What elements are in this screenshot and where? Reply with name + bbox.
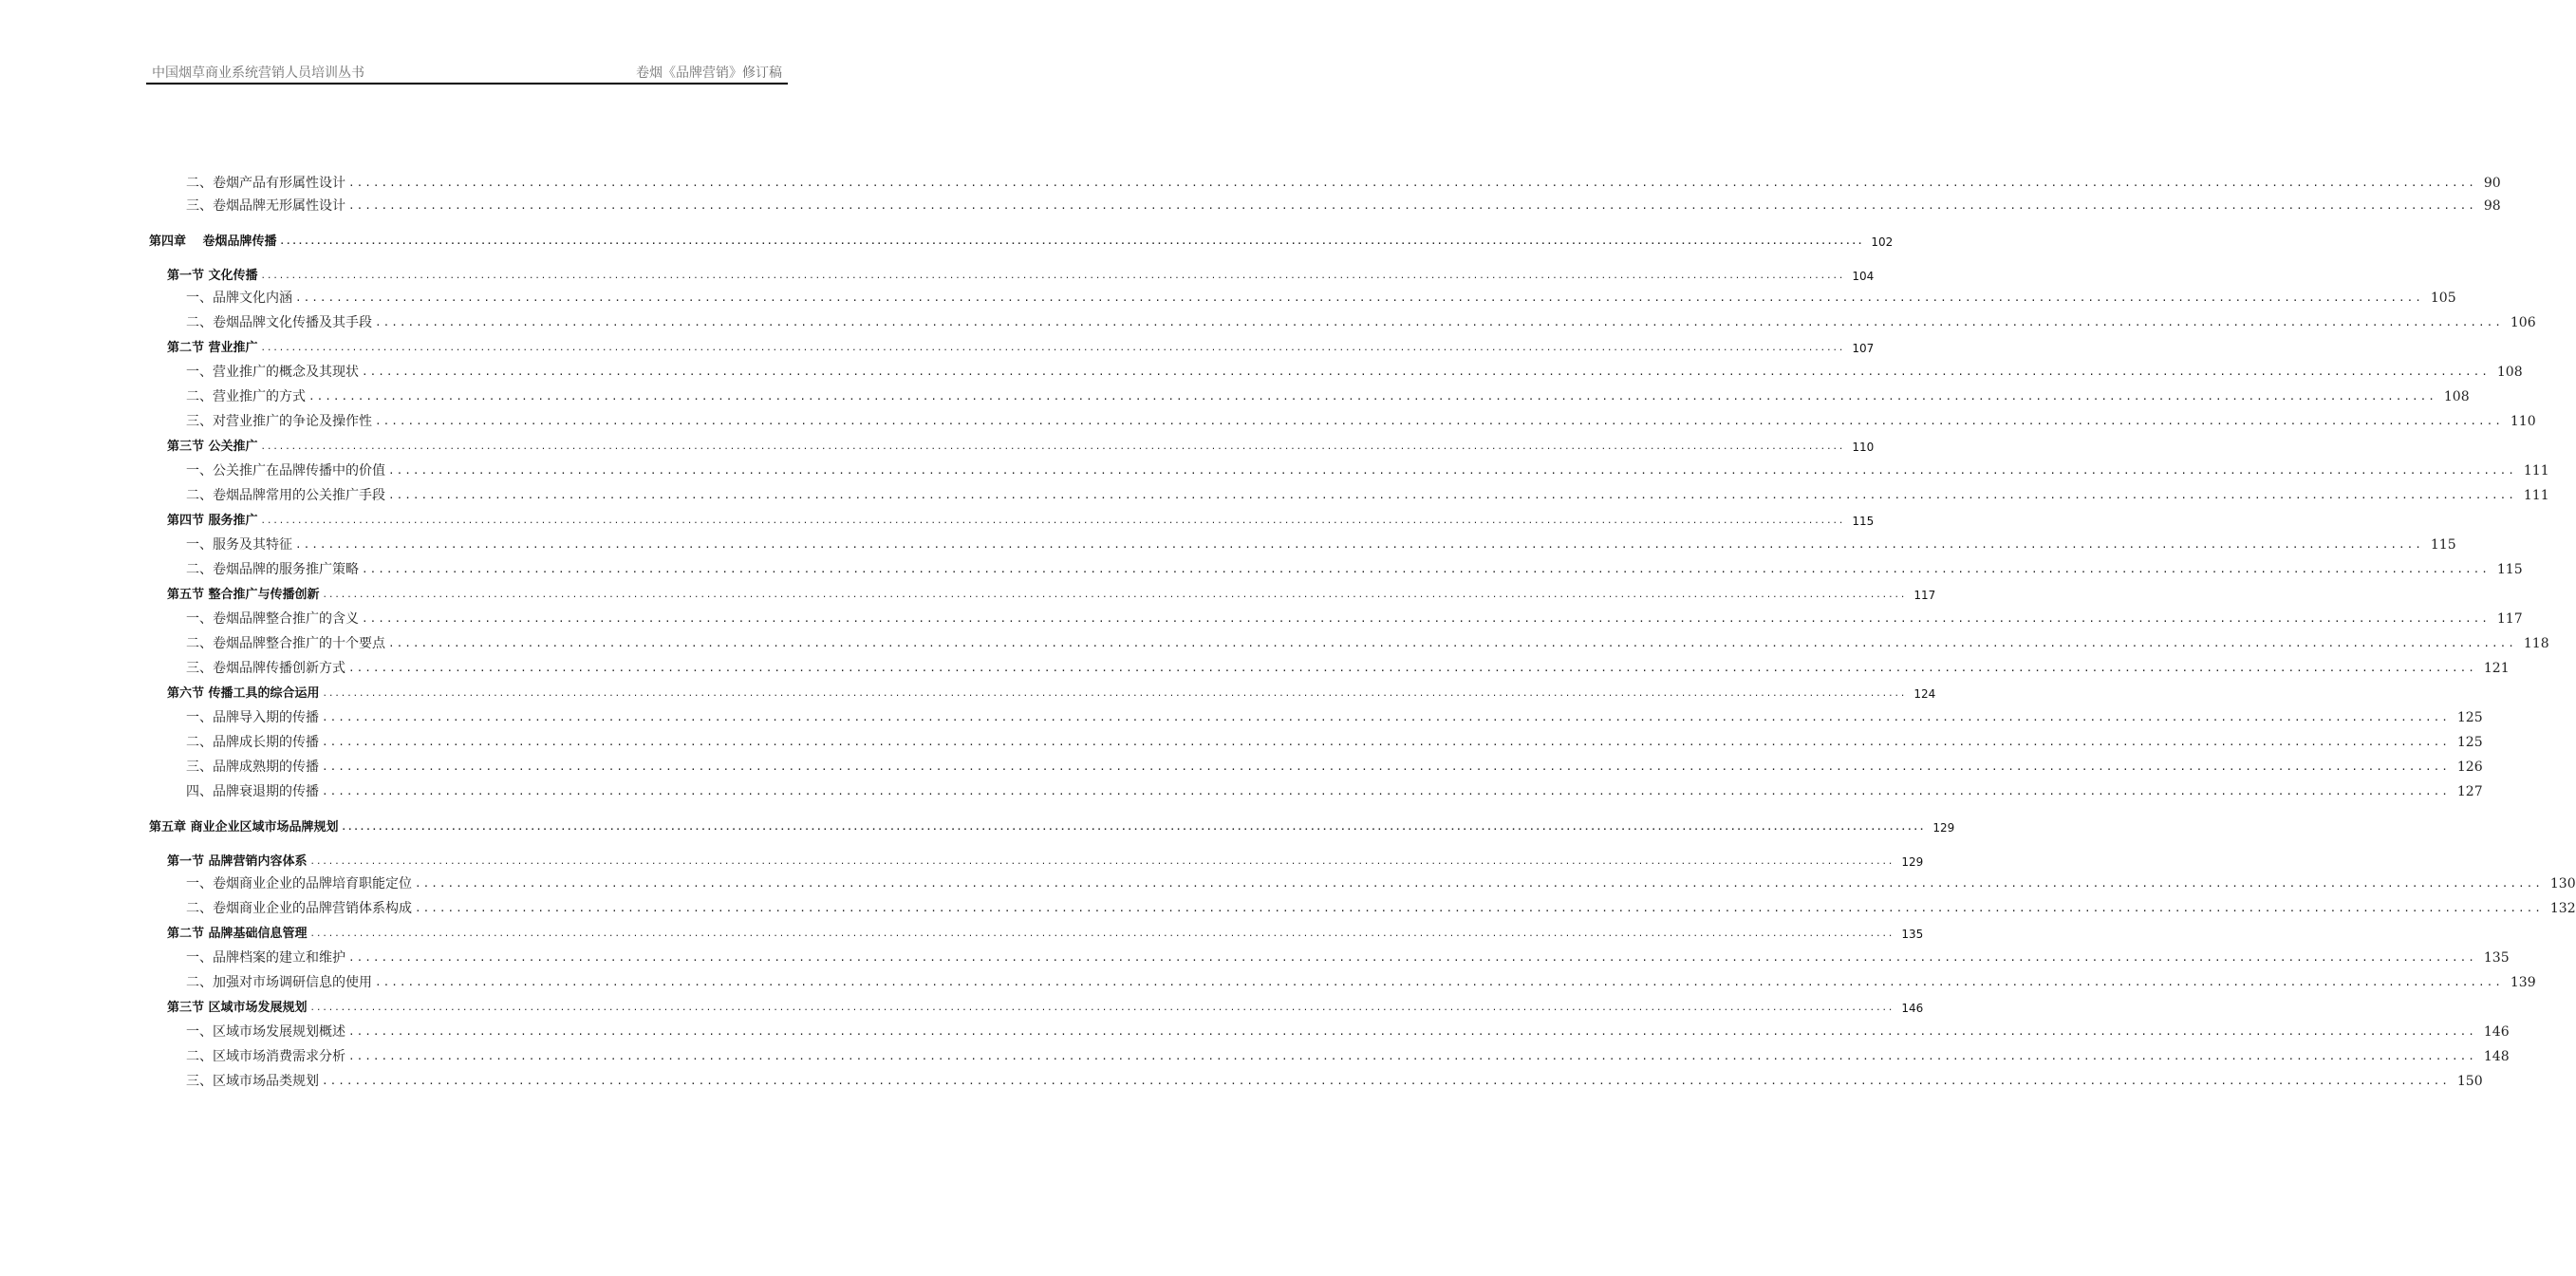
- toc-page-number: 102: [1871, 235, 1894, 249]
- toc-entry-title: 第四章 卷烟品牌传播: [149, 235, 277, 249]
- toc-entry-title: 一、公关推广在品牌传播中的价值: [186, 463, 385, 478]
- dot-leader: ....................................................................................................................................................................................................................................................................: [322, 591, 1907, 600]
- toc-item-entry[interactable]: [186, 899, 2576, 918]
- dot-leader: ....................................................................................................................................................................................................................................................................: [295, 291, 2423, 304]
- toc-entry-title: 二、营业推广的方式: [186, 389, 306, 404]
- toc-section-entry[interactable]: [167, 999, 1924, 1018]
- toc-entry-title: 第一节 文化传播: [167, 269, 258, 283]
- toc-page-number: 146: [1901, 1002, 1924, 1015]
- toc-page-number: 104: [1852, 270, 1875, 283]
- toc-entry-title: 二、品牌成长期的传播: [186, 735, 319, 750]
- toc-entry-title: 三、卷烟品牌无形属性设计: [186, 198, 345, 214]
- toc-entry-title: 二、卷烟品牌整合推广的十个要点: [186, 636, 385, 651]
- toc-chapter-entry[interactable]: [149, 818, 1955, 837]
- toc-page-number: 111: [2523, 463, 2549, 478]
- dot-leader: ....................................................................................................................................................................................................................................................................: [308, 390, 2436, 403]
- dot-leader: ....................................................................................................................................................................................................................................................................: [375, 976, 2503, 988]
- toc-page-number: 108: [2496, 365, 2523, 380]
- toc-page-number: 115: [1852, 515, 1875, 528]
- toc-page-number: 115: [2430, 537, 2456, 553]
- dot-leader: ....................................................................................................................................................................................................................................................................: [375, 316, 2503, 328]
- toc-item-entry[interactable]: [186, 535, 2456, 554]
- toc-entry-title: 四、品牌衰退期的传播: [186, 784, 319, 799]
- dot-leader: ....................................................................................................................................................................................................................................................................: [348, 1025, 2476, 1038]
- dot-leader: ....................................................................................................................................................................................................................................................................: [348, 199, 2476, 212]
- toc-item-entry[interactable]: [186, 313, 2536, 332]
- toc-entry-title: 第五章 商业企业区域市场品牌规划: [149, 820, 339, 835]
- toc-page-number: 127: [2456, 784, 2483, 799]
- toc-page-number: 124: [1913, 687, 1936, 701]
- dot-leader: ....................................................................................................................................................................................................................................................................: [388, 464, 2516, 477]
- toc-section-entry[interactable]: [167, 853, 1924, 872]
- toc-item-entry[interactable]: [186, 733, 2483, 752]
- dot-leader: ....................................................................................................................................................................................................................................................................: [322, 689, 1907, 699]
- toc-entry-title: 二、卷烟品牌文化传播及其手段: [186, 315, 372, 330]
- dot-leader: ....................................................................................................................................................................................................................................................................: [260, 442, 1845, 452]
- dot-leader: ....................................................................................................................................................................................................................................................................: [415, 877, 2543, 890]
- toc-entry-title: 一、服务及其特征: [186, 537, 292, 553]
- dot-leader: ....................................................................................................................................................................................................................................................................: [322, 711, 2450, 723]
- dot-leader: ....................................................................................................................................................................................................................................................................: [322, 1075, 2450, 1087]
- dot-leader: ....................................................................................................................................................................................................................................................................: [309, 929, 1895, 939]
- toc-page-number: 125: [2456, 710, 2483, 725]
- toc-page-number: 118: [2523, 636, 2549, 651]
- toc-page-number: 121: [2483, 661, 2510, 676]
- toc-item-entry[interactable]: [186, 1047, 2510, 1066]
- running-header-series-title: 中国烟草商业系统营销人员培训丛书: [152, 66, 364, 81]
- toc-item-entry[interactable]: [186, 1072, 2483, 1091]
- toc-page-number: 105: [2430, 291, 2456, 306]
- toc-section-entry[interactable]: [167, 438, 1875, 457]
- toc-item-entry[interactable]: [186, 412, 2536, 431]
- toc-entry-title: 一、营业推广的概念及其现状: [186, 365, 359, 380]
- dot-leader: ....................................................................................................................................................................................................................................................................: [388, 637, 2516, 649]
- toc-entry-title: 第五节 整合推广与传播创新: [167, 588, 320, 602]
- toc-entry-title: 一、卷烟品牌整合推广的含义: [186, 611, 359, 627]
- toc-entry-title: 第三节 公关推广: [167, 440, 258, 454]
- toc-item-entry[interactable]: [186, 659, 2510, 678]
- toc-page-number: 98: [2483, 198, 2501, 214]
- dot-leader: ....................................................................................................................................................................................................................................................................: [322, 736, 2450, 748]
- dot-leader: ....................................................................................................................................................................................................................................................................: [260, 516, 1845, 526]
- dot-leader: ....................................................................................................................................................................................................................................................................: [375, 415, 2503, 427]
- toc-page-number: 106: [2510, 315, 2536, 330]
- toc-page-number: 135: [2483, 950, 2510, 966]
- toc-entry-title: 第一节 品牌营销内容体系: [167, 854, 308, 869]
- dot-leader: ....................................................................................................................................................................................................................................................................: [309, 1004, 1895, 1013]
- toc-section-entry[interactable]: [167, 586, 1936, 605]
- toc-section-entry[interactable]: [167, 512, 1875, 531]
- dot-leader: ....................................................................................................................................................................................................................................................................: [362, 612, 2490, 625]
- toc-page-number: 126: [2456, 760, 2483, 775]
- toc-page-number: 135: [1901, 928, 1924, 941]
- toc-item-entry[interactable]: [186, 758, 2483, 777]
- toc-item-entry[interactable]: [186, 874, 2576, 893]
- dot-leader: ....................................................................................................................................................................................................................................................................: [295, 538, 2423, 551]
- dot-leader: ....................................................................................................................................................................................................................................................................: [279, 237, 1864, 247]
- dot-leader: ....................................................................................................................................................................................................................................................................: [348, 951, 2476, 964]
- dot-leader: ....................................................................................................................................................................................................................................................................: [341, 823, 1926, 833]
- toc-item-entry[interactable]: [186, 708, 2483, 727]
- toc-entry-title: 一、品牌导入期的传播: [186, 710, 319, 725]
- toc-item-entry[interactable]: [186, 973, 2536, 992]
- toc-page-number: 117: [2496, 611, 2523, 627]
- toc-item-entry[interactable]: [186, 197, 2501, 216]
- toc-item-entry[interactable]: [186, 387, 2470, 406]
- toc-entry-title: 二、加强对市场调研信息的使用: [186, 975, 372, 990]
- toc-section-entry[interactable]: [167, 339, 1875, 358]
- toc-entry-title: 二、卷烟商业企业的品牌营销体系构成: [186, 901, 412, 916]
- toc-page-number: 110: [2510, 414, 2536, 429]
- toc-page-number: 90: [2483, 176, 2501, 191]
- dot-leader: ....................................................................................................................................................................................................................................................................: [260, 344, 1845, 353]
- toc-item-entry[interactable]: [186, 461, 2549, 480]
- toc-item-entry[interactable]: [186, 610, 2523, 629]
- toc-page-number: 129: [1932, 821, 1955, 835]
- toc-entry-title: 第三节 区域市场发展规划: [167, 1001, 308, 1015]
- toc-page-number: 132: [2549, 901, 2576, 916]
- toc-item-entry[interactable]: [186, 289, 2456, 308]
- toc-item-entry[interactable]: [186, 486, 2549, 505]
- toc-item-entry[interactable]: [186, 560, 2523, 579]
- toc-section-entry[interactable]: [167, 685, 1936, 704]
- toc-entry-title: 一、卷烟商业企业的品牌培育职能定位: [186, 876, 412, 891]
- dot-leader: ....................................................................................................................................................................................................................................................................: [362, 563, 2490, 575]
- toc-page-number: 108: [2443, 389, 2470, 404]
- dot-leader: ....................................................................................................................................................................................................................................................................: [322, 760, 2450, 773]
- toc-entry-title: 第二节 营业推广: [167, 341, 258, 355]
- toc-chapter-entry[interactable]: [149, 233, 1894, 252]
- toc-item-entry[interactable]: [186, 948, 2510, 967]
- running-header-book-title: 卷烟《品牌营销》修订稿: [636, 66, 782, 81]
- toc-entry-title: 二、卷烟品牌的服务推广策略: [186, 562, 359, 577]
- toc-item-entry[interactable]: [186, 363, 2523, 382]
- toc-entry-title: 三、卷烟品牌传播创新方式: [186, 661, 345, 676]
- dot-leader: ....................................................................................................................................................................................................................................................................: [348, 662, 2476, 674]
- toc-entry-title: 二、卷烟产品有形属性设计: [186, 176, 345, 191]
- dot-leader: ....................................................................................................................................................................................................................................................................: [362, 366, 2490, 378]
- dot-leader: ....................................................................................................................................................................................................................................................................: [348, 1050, 2476, 1062]
- toc-section-entry[interactable]: [167, 267, 1875, 286]
- dot-leader: ....................................................................................................................................................................................................................................................................: [260, 272, 1845, 281]
- toc-page-number: 125: [2456, 735, 2483, 750]
- toc-entry-title: 三、品牌成熟期的传播: [186, 760, 319, 775]
- toc-page-number: 139: [2510, 975, 2536, 990]
- toc-item-entry[interactable]: [186, 1023, 2510, 1041]
- toc-page-number: 129: [1901, 855, 1924, 869]
- dot-leader: ....................................................................................................................................................................................................................................................................: [348, 177, 2476, 189]
- toc-page-number: 148: [2483, 1049, 2510, 1064]
- dot-leader: ....................................................................................................................................................................................................................................................................: [415, 902, 2543, 914]
- toc-entry-title: 第四节 服务推广: [167, 514, 258, 528]
- toc-entry-title: 一、区域市场发展规划概述: [186, 1024, 345, 1040]
- toc-entry-title: 一、品牌档案的建立和维护: [186, 950, 345, 966]
- toc-entry-title: 二、卷烟品牌常用的公关推广手段: [186, 488, 385, 503]
- toc-item-entry[interactable]: [186, 782, 2483, 801]
- toc-page-number: 110: [1852, 441, 1875, 454]
- toc-entry-title: 三、对营业推广的争论及操作性: [186, 414, 372, 429]
- toc-entry-title: 一、品牌文化内涵: [186, 291, 292, 306]
- toc-item-entry[interactable]: [186, 634, 2549, 653]
- toc-page-number: 150: [2456, 1074, 2483, 1089]
- toc-item-entry[interactable]: [186, 174, 2501, 193]
- toc-page-number: 146: [2483, 1024, 2510, 1040]
- toc-page-number: 130: [2549, 876, 2576, 891]
- toc-entry-title: 二、区域市场消费需求分析: [186, 1049, 345, 1064]
- toc-page-number: 115: [2496, 562, 2523, 577]
- toc-entry-title: 第六节 传播工具的综合运用: [167, 686, 320, 701]
- toc-entry-title: 三、区域市场品类规划: [186, 1074, 319, 1089]
- dot-leader: ....................................................................................................................................................................................................................................................................: [309, 857, 1895, 867]
- toc-page-number: 107: [1852, 342, 1875, 355]
- dot-leader: ....................................................................................................................................................................................................................................................................: [322, 785, 2450, 798]
- dot-leader: ....................................................................................................................................................................................................................................................................: [388, 489, 2516, 501]
- toc-page-number: 111: [2523, 488, 2549, 503]
- toc-section-entry[interactable]: [167, 925, 1924, 944]
- toc-page-number: 117: [1913, 589, 1936, 602]
- toc-entry-title: 第二节 品牌基础信息管理: [167, 927, 308, 941]
